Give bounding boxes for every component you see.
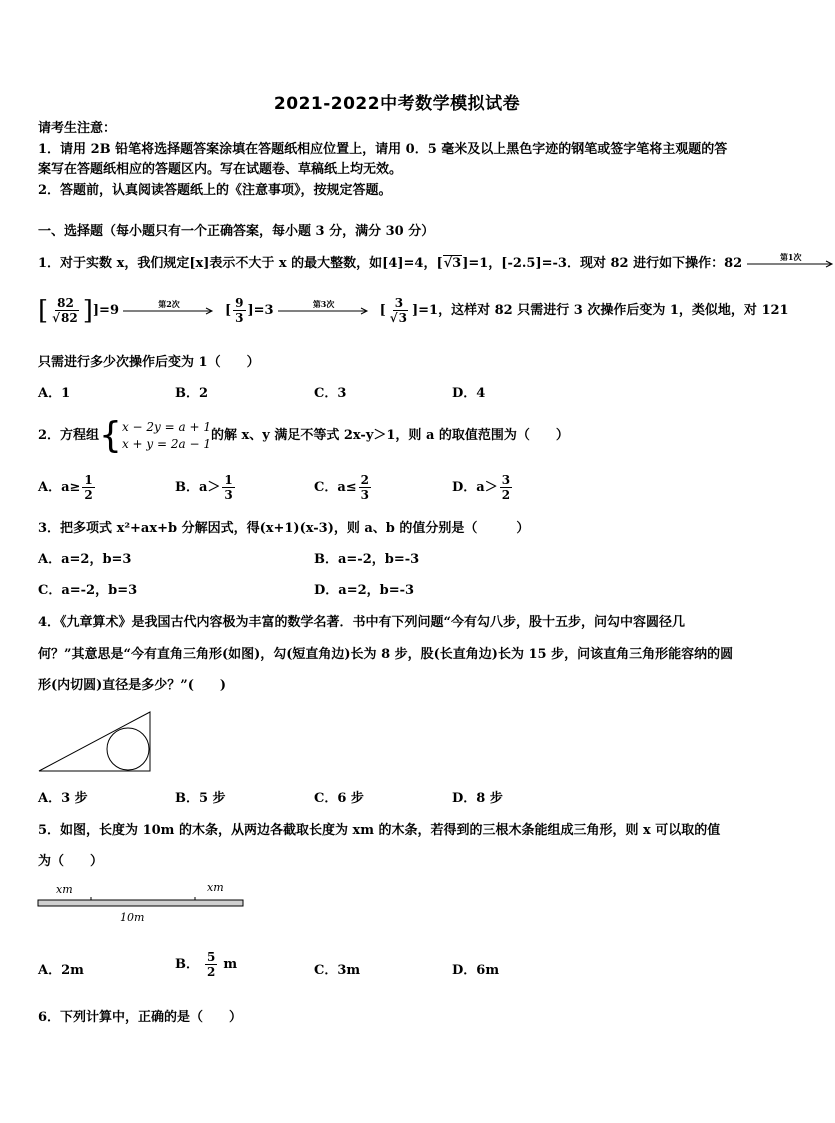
q1-fraction-2-den: 3 [235,311,244,325]
q1-line-2 [38,296,789,325]
right-triangle-incircle-figure [36,709,154,775]
q1-option-b: B．2 [175,386,209,401]
q2-option-c-fraction [359,473,371,502]
q1-arrow-1 [747,251,835,268]
q5-option-d: D．6m [452,963,500,978]
q2-option-a [38,473,97,502]
left-brace-icon: { [99,415,122,456]
q4-line-3: 形(内切圆)直径是多少？”( ) [38,678,227,693]
q1-option-c: C．3 [314,386,347,401]
q3-stem: 3．把多项式 x²+ax+b 分解因式，得(x+1)(x-3)，则 a、b 的值分别是（ ） [38,521,530,536]
q1-line-1 [38,251,835,272]
q5-line-1: 5．如图，长度为 10m 的木条，从两边各截取长度为 xm 的木条，若得到的三根木条能组成三角形，则 x 可以取的值 [38,823,721,838]
q2-option-a-den: 2 [84,488,93,502]
q1-arrow-2-label: 第2次 [158,298,180,309]
q2-equation-bottom: x + y = 2a − 1 [121,437,211,451]
q1-fraction-1-num: 82 [57,296,74,310]
q1-fraction-1-den-value: 82 [61,311,78,325]
q1-sqrt-value: 3 [452,256,462,271]
q4-option-c: C．6 步 [314,791,364,806]
q5-option-b-num: 5 [207,950,216,964]
q1-bracket-close: ] [82,295,93,326]
q2-option-c-num: 2 [360,473,370,487]
notice-item-2: 2．答题前，认真阅读答题纸上的《注意事项》，按规定答题。 [38,183,392,198]
q6-stem: 6．下列计算中，正确的是（ ） [38,1010,243,1025]
q4-line-2: 何？”其意思是“今有直角三角形(如图)，勾(短直角边)长为 8 步，股(长直角边)长为 15 步，问该直角三角形能容纳的圆 [38,647,734,662]
q1-line-1-text-b: ]=1，[-2.5]=-3．现对 82 进行如下操作：82 [462,256,743,271]
q2-prefix: 2．方程组 [38,428,100,443]
q2-option-b-den: 3 [224,488,233,502]
q4-option-d: D．8 步 [452,791,503,806]
q2-option-d-label: D．a＞ [452,479,498,495]
page-title: 2021-2022中考数学模拟试卷 [273,94,521,114]
q1-option-d: D．4 [452,386,486,401]
q2-stem [38,415,569,456]
q1-eq-3: ]=1，这样对 82 只需进行 3 次操作后变为 1，类似地，对 121 [412,302,789,318]
q4-option-b: B．5 步 [175,791,226,806]
q1-fraction-3-num: 3 [394,296,404,310]
q2-option-b-fraction [222,473,234,502]
q5-label-left: xm [56,883,73,896]
q2-option-c-den: 3 [360,488,370,502]
notice-item-1-line-1: 1．请用 2B 铅笔将选择题答案涂填在答题纸相应位置上，请用 0．5 毫米及以上黑色字迹的钢笔或签字笔将主观题的答 [38,142,728,157]
notice-item-1-line-2: 案写在答题纸相应的答题区内。写在试题卷、草稿纸上均无效。 [38,162,403,177]
wooden-stick [38,900,243,906]
q2-option-d-num: 3 [501,473,511,487]
q3-option-c: C．a=-2，b=3 [38,583,138,598]
q1-arrow-1-label: 第1次 [779,251,802,262]
q2-option-d-den: 2 [501,488,511,502]
q1-eq-2: ]=3 [247,302,274,318]
q2-option-a-fraction [82,473,94,502]
q5-option-b-fraction [205,950,217,979]
q2-option-d [452,473,514,502]
q2-option-b-num: 1 [224,473,233,487]
q2-option-d-fraction [500,473,512,502]
q1-arrow-2 [123,298,215,315]
q1-bracket-open-2: [ [225,302,232,318]
q1-eq-1: ]=9 [92,302,119,318]
q2-option-c-label: C．a≤ [314,479,357,495]
q5-option-c: C．3m [314,963,361,978]
right-triangle [39,712,150,771]
q2-option-a-num: 1 [84,473,93,487]
q1-line-3: 只需进行多少次操作后变为 1（ ） [38,355,260,370]
q1-fraction-3-den: √3 [389,311,408,325]
q1-bracket-open-3: [ [379,302,386,318]
q5-option-b-unit: m [223,956,238,972]
q1-arrow-3 [278,298,370,315]
q1-fraction-1 [50,296,81,325]
q5-line-2: 为（ ） [38,854,104,869]
q1-bracket-open: [ [38,295,49,326]
q1-fraction-3-den-value: 3 [398,311,408,325]
section-heading: 一、选择题（每小题只有一个正确答案，每小题 3 分，满分 30 分） [38,224,435,239]
q2-option-a-label: A．a≥ [38,479,81,495]
q3-option-b: B．a=-2，b=-3 [314,552,420,567]
q1-fraction-2 [233,296,245,325]
q1-fraction-3 [388,296,410,325]
q1-fraction-2-num: 9 [235,296,244,310]
q5-option-b [175,950,237,979]
q1-line-1-text: 1．对于实数 x，我们规定[x]表示不大于 x 的最大整数，如[4]=4，[ [38,256,443,271]
q5-option-b-label: B． [175,956,199,972]
q4-line-1: 4．《九章算术》是我国古代内容极为丰富的数学名著．书中有下列问题“今有勾八步，股十五步，问勾中容圆径几 [38,615,686,630]
q5-option-b-den: 2 [207,965,216,979]
q3-option-a: A．a=2，b=3 [38,552,132,567]
q3-option-d: D．a=2，b=-3 [314,583,415,598]
q2-option-b-label: B．a＞ [175,479,221,495]
inscribed-circle [107,728,149,770]
q5-label-right: xm [207,881,224,894]
q2-equation-top: x − 2y = a + 1 [121,420,211,434]
q2-equation-system [122,419,211,453]
q1-fraction-1-den: √82 [52,311,78,325]
wooden-stick-figure [37,897,245,909]
q5-label-bottom: 10m [120,911,145,924]
notice-heading: 请考生注意： [38,121,117,136]
q4-option-a: A．3 步 [38,791,88,806]
q1-arrow-3-label: 第3次 [312,298,335,309]
q2-option-b [175,473,237,502]
q2-suffix: 的解 x、y 满足不等式 2x-y＞1，则 a 的取值范围为（ ） [210,428,569,443]
q1-sqrt-3: √3 [443,256,462,271]
q5-option-a: A．2m [38,963,84,978]
q1-option-a: A．1 [38,386,71,401]
q2-option-c [314,473,373,502]
